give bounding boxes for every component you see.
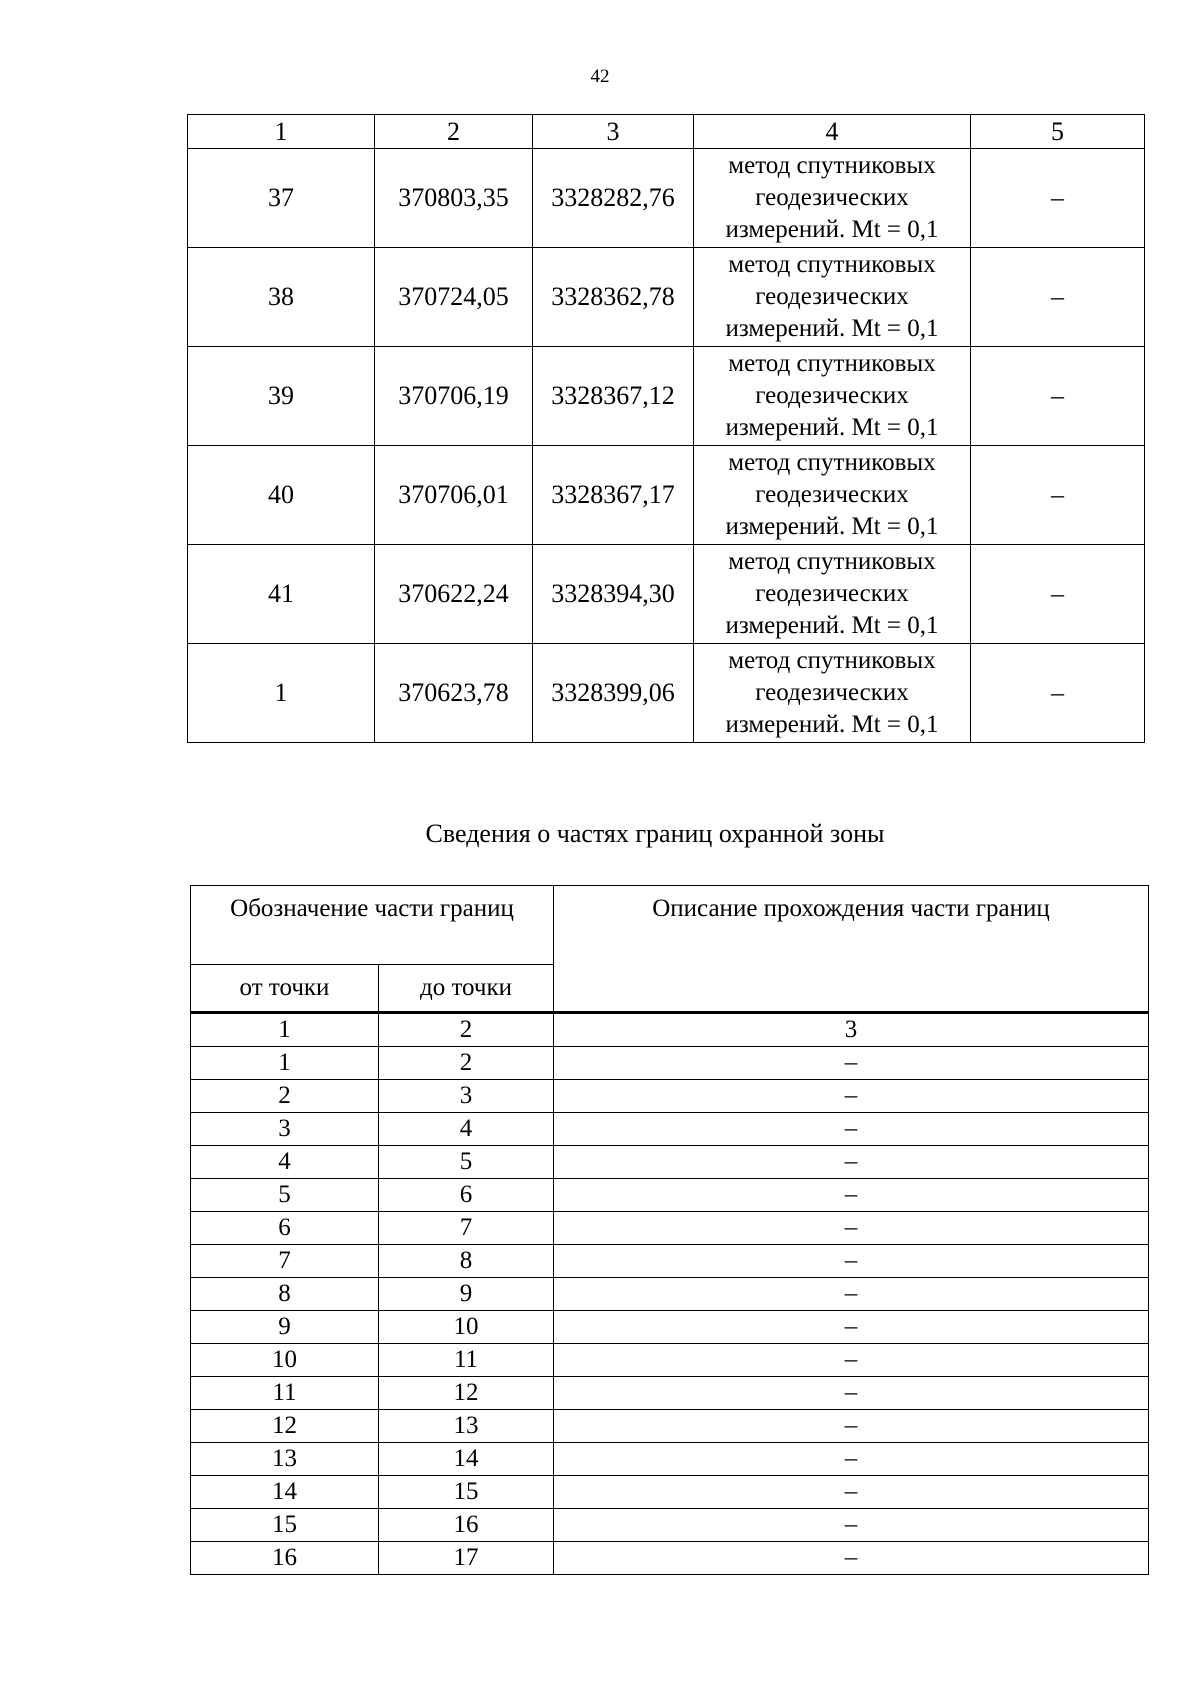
method-cell (694, 149, 971, 248)
boundary-part-row (191, 1476, 1149, 1509)
from-point-cell: 4 (191, 1146, 379, 1179)
description-cell: – (554, 1311, 1149, 1344)
description-cell: – (554, 1080, 1149, 1113)
from-point-cell: 13 (191, 1443, 379, 1476)
parts-numbering-cell: 3 (554, 1013, 1149, 1047)
method-text-line: метод спутниковых (728, 548, 936, 575)
from-point-cell: 10 (191, 1344, 379, 1377)
from-point-cell: 1 (191, 1047, 379, 1080)
x-coordinate-cell: 370706,19 (375, 347, 533, 446)
coordinates-table (187, 114, 1145, 743)
boundary-part-row (191, 1146, 1149, 1179)
page-number: 42 (590, 66, 610, 87)
parts-numbering-cell: 2 (379, 1013, 554, 1047)
boundary-part-row (191, 1443, 1149, 1476)
to-point-cell: 8 (379, 1245, 554, 1278)
method-text-line: геодезических (755, 184, 909, 211)
description-cell: – (554, 1377, 1149, 1410)
description-cell: – (554, 1443, 1149, 1476)
to-point-cell: 17 (379, 1542, 554, 1575)
parts-numbering-cell: 1 (191, 1013, 379, 1047)
boundary-part-row (191, 1245, 1149, 1278)
from-point-cell: 3 (191, 1113, 379, 1146)
method-text-line: геодезических (755, 382, 909, 409)
from-point-header: от точки (191, 965, 379, 1013)
to-point-cell: 5 (379, 1146, 554, 1179)
note-cell: – (971, 446, 1145, 545)
point-number-cell: 37 (188, 149, 375, 248)
method-text-line: измерений. Mt = 0,1 (725, 612, 939, 639)
section-title: Сведения о частях границ охранной зоны (425, 819, 885, 848)
coordinates-table-body (188, 115, 1145, 743)
boundary-parts-table (190, 885, 1149, 1575)
method-text-line: геодезических (755, 679, 909, 706)
to-point-cell: 7 (379, 1212, 554, 1245)
boundary-part-row (191, 1542, 1149, 1575)
description-cell: – (554, 1542, 1149, 1575)
description-cell: – (554, 1113, 1149, 1146)
x-coordinate-cell: 370623,78 (375, 644, 533, 743)
y-coordinate-cell: 3328367,12 (533, 347, 694, 446)
boundary-part-description-header: Описание прохождения части границ (554, 886, 1149, 1013)
y-coordinate-cell: 3328282,76 (533, 149, 694, 248)
coordinates-header-cell: 4 (694, 115, 971, 149)
method-cell (694, 347, 971, 446)
method-text-line: метод спутниковых (728, 449, 936, 476)
point-number-cell: 1 (188, 644, 375, 743)
point-number-cell: 40 (188, 446, 375, 545)
description-cell: – (554, 1509, 1149, 1542)
boundary-part-row (191, 1080, 1149, 1113)
description-cell: – (554, 1410, 1149, 1443)
method-text-line: метод спутниковых (728, 251, 936, 278)
method-text-line: метод спутниковых (728, 647, 936, 674)
method-text-line: измерений. Mt = 0,1 (725, 216, 939, 243)
x-coordinate-cell: 370622,24 (375, 545, 533, 644)
method-text-line: измерений. Mt = 0,1 (725, 315, 939, 342)
to-point-cell: 16 (379, 1509, 554, 1542)
from-point-cell: 7 (191, 1245, 379, 1278)
point-number-cell: 39 (188, 347, 375, 446)
coordinates-row (188, 545, 1145, 644)
method-text-line: метод спутниковых (728, 152, 936, 179)
coordinates-header-cell: 3 (533, 115, 694, 149)
coordinates-row (188, 248, 1145, 347)
method-text-line: геодезических (755, 580, 909, 607)
point-number-cell: 41 (188, 545, 375, 644)
x-coordinate-cell: 370706,01 (375, 446, 533, 545)
coordinates-header-row (188, 115, 1145, 149)
boundary-part-row (191, 1047, 1149, 1080)
from-point-cell: 2 (191, 1080, 379, 1113)
boundary-part-row (191, 1278, 1149, 1311)
y-coordinate-cell: 3328362,78 (533, 248, 694, 347)
to-point-cell: 11 (379, 1344, 554, 1377)
description-cell: – (554, 1047, 1149, 1080)
method-text-line: геодезических (755, 481, 909, 508)
boundary-part-row (191, 1179, 1149, 1212)
note-cell: – (971, 248, 1145, 347)
from-point-cell: 8 (191, 1278, 379, 1311)
boundary-part-row (191, 1113, 1149, 1146)
boundary-part-row (191, 1344, 1149, 1377)
coordinates-header-cell: 2 (375, 115, 533, 149)
to-point-cell: 13 (379, 1410, 554, 1443)
boundary-part-row (191, 1212, 1149, 1245)
method-cell (694, 644, 971, 743)
boundary-part-row (191, 1311, 1149, 1344)
method-text-line: измерений. Mt = 0,1 (725, 414, 939, 441)
description-cell: – (554, 1476, 1149, 1509)
to-point-cell: 9 (379, 1278, 554, 1311)
from-point-cell: 9 (191, 1311, 379, 1344)
boundary-part-designation-header: Обозначение части границ (191, 886, 554, 965)
from-point-cell: 14 (191, 1476, 379, 1509)
boundary-part-row (191, 1377, 1149, 1410)
from-point-cell: 5 (191, 1179, 379, 1212)
description-cell: – (554, 1245, 1149, 1278)
to-point-cell: 12 (379, 1377, 554, 1410)
method-cell (694, 248, 971, 347)
coordinates-row (188, 149, 1145, 248)
coordinates-row (188, 644, 1145, 743)
to-point-cell: 3 (379, 1080, 554, 1113)
note-cell: – (971, 149, 1145, 248)
y-coordinate-cell: 3328367,17 (533, 446, 694, 545)
to-point-cell: 6 (379, 1179, 554, 1212)
description-cell: – (554, 1179, 1149, 1212)
note-cell: – (971, 644, 1145, 743)
to-point-cell: 10 (379, 1311, 554, 1344)
to-point-header: до точки (379, 965, 554, 1013)
description-cell: – (554, 1278, 1149, 1311)
to-point-cell: 14 (379, 1443, 554, 1476)
note-cell: – (971, 545, 1145, 644)
coordinates-row (188, 347, 1145, 446)
to-point-cell: 2 (379, 1047, 554, 1080)
boundary-parts-table-body (191, 886, 1149, 1575)
method-text-line: метод спутниковых (728, 350, 936, 377)
from-point-cell: 16 (191, 1542, 379, 1575)
method-text-line: измерений. Mt = 0,1 (725, 513, 939, 540)
coordinates-header-cell: 1 (188, 115, 375, 149)
description-cell: – (554, 1344, 1149, 1377)
y-coordinate-cell: 3328394,30 (533, 545, 694, 644)
from-point-cell: 11 (191, 1377, 379, 1410)
coordinates-header-cell: 5 (971, 115, 1145, 149)
y-coordinate-cell: 3328399,06 (533, 644, 694, 743)
description-cell: – (554, 1212, 1149, 1245)
x-coordinate-cell: 370724,05 (375, 248, 533, 347)
point-number-cell: 38 (188, 248, 375, 347)
note-cell: – (971, 347, 1145, 446)
boundary-part-row (191, 1509, 1149, 1542)
method-cell (694, 545, 971, 644)
from-point-cell: 6 (191, 1212, 379, 1245)
from-point-cell: 15 (191, 1509, 379, 1542)
method-text-line: измерений. Mt = 0,1 (725, 711, 939, 738)
boundary-part-row (191, 1410, 1149, 1443)
coordinates-row (188, 446, 1145, 545)
x-coordinate-cell: 370803,35 (375, 149, 533, 248)
method-text-line: геодезических (755, 283, 909, 310)
parts-numbering-row (191, 1013, 1149, 1047)
parts-header-row (191, 886, 1149, 965)
from-point-cell: 12 (191, 1410, 379, 1443)
to-point-cell: 4 (379, 1113, 554, 1146)
description-cell: – (554, 1146, 1149, 1179)
to-point-cell: 15 (379, 1476, 554, 1509)
method-cell (694, 446, 971, 545)
